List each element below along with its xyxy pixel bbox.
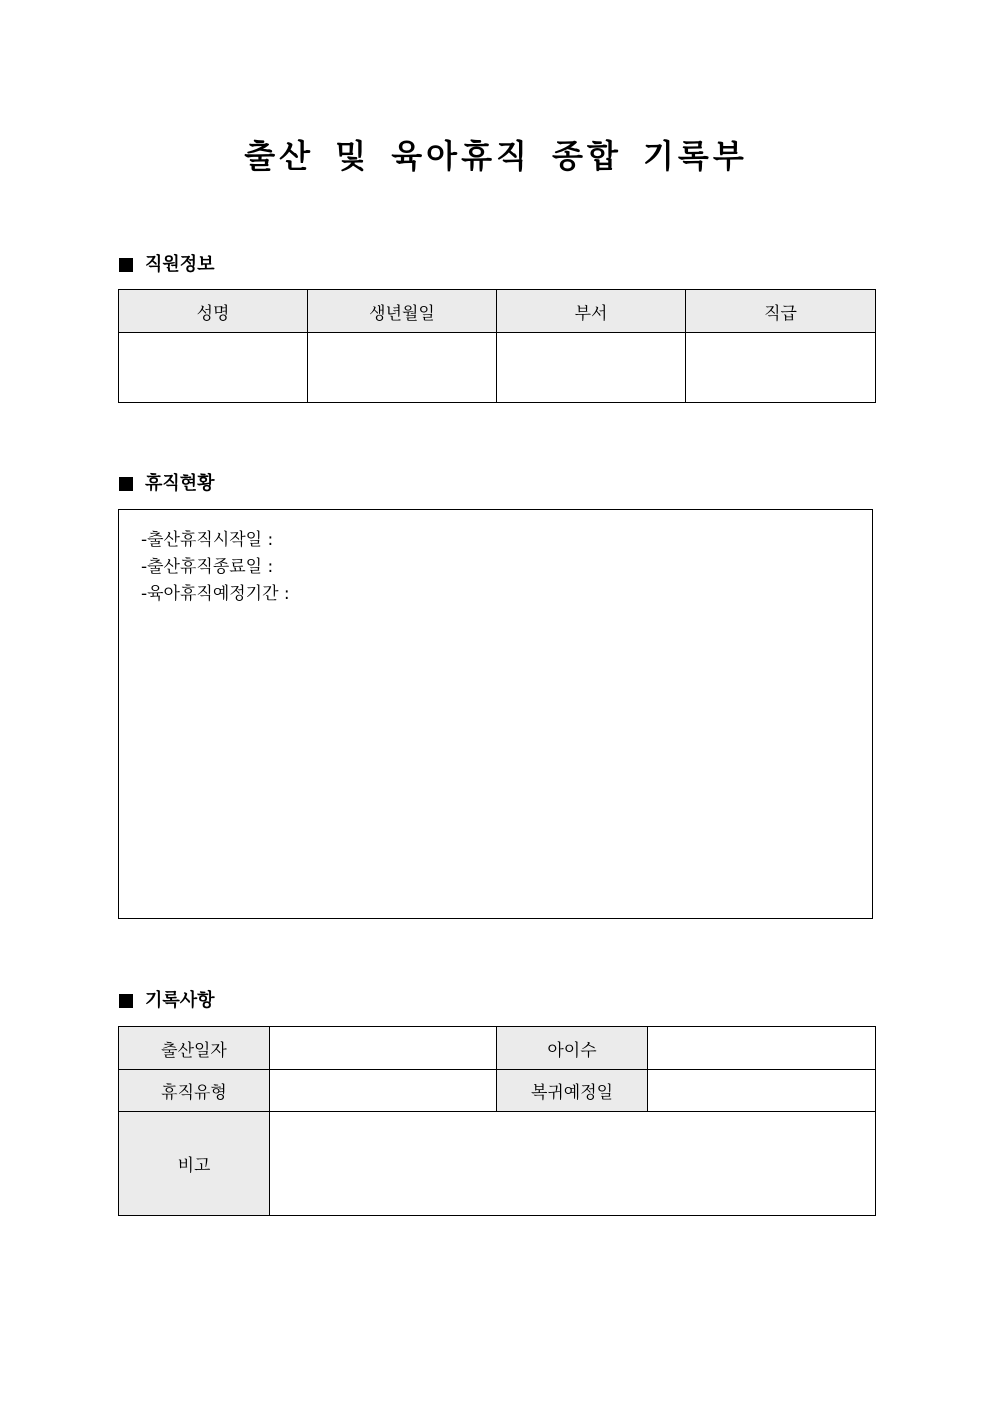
leave-status-heading-label: 휴직현황 — [145, 473, 215, 494]
employee-info-heading-label: 직원정보 — [145, 254, 215, 275]
employee-info-heading — [119, 254, 215, 276]
parental-period-line: -육아휴직예정기간 : — [141, 584, 290, 604]
department-cell[interactable] — [497, 333, 686, 403]
notes-label: 비고 — [119, 1112, 270, 1216]
birthdate-cell[interactable] — [308, 333, 497, 403]
position-cell[interactable] — [686, 333, 876, 403]
notes-cell[interactable] — [270, 1112, 876, 1216]
birthdate-header: 생년월일 — [308, 290, 497, 333]
leave-status-heading — [119, 473, 215, 495]
employee-info-header-row — [119, 290, 876, 333]
children-count-cell[interactable] — [648, 1027, 876, 1070]
employee-info-value-row — [119, 333, 876, 403]
name-cell[interactable] — [119, 333, 308, 403]
name-header: 성명 — [119, 290, 308, 333]
square-bullet-icon — [119, 994, 133, 1008]
birth-date-cell[interactable] — [270, 1027, 497, 1070]
return-date-cell[interactable] — [648, 1070, 876, 1112]
records-row-2 — [119, 1070, 876, 1112]
maternity-start-line: -출산휴직시작일 : — [141, 530, 274, 550]
leave-type-cell[interactable] — [270, 1070, 497, 1112]
leave-type-label: 휴직유형 — [119, 1070, 270, 1112]
department-header: 부서 — [497, 290, 686, 333]
square-bullet-icon — [119, 258, 133, 272]
document-title: 출산 및 육아휴직 종합 기록부 — [244, 137, 748, 175]
square-bullet-icon — [119, 477, 133, 491]
maternity-end-line: -출산휴직종료일 : — [141, 557, 274, 577]
records-table — [118, 1026, 876, 1216]
records-row-3 — [119, 1112, 876, 1216]
position-header: 직급 — [686, 290, 876, 333]
children-count-label: 아이수 — [497, 1027, 648, 1070]
records-heading-label: 기록사항 — [145, 990, 215, 1011]
records-heading — [119, 990, 215, 1012]
return-date-label: 복귀예정일 — [497, 1070, 648, 1112]
birth-date-label: 출산일자 — [119, 1027, 270, 1070]
leave-status-box[interactable] — [118, 509, 873, 919]
employee-info-table — [118, 289, 876, 403]
records-row-1 — [119, 1027, 876, 1070]
